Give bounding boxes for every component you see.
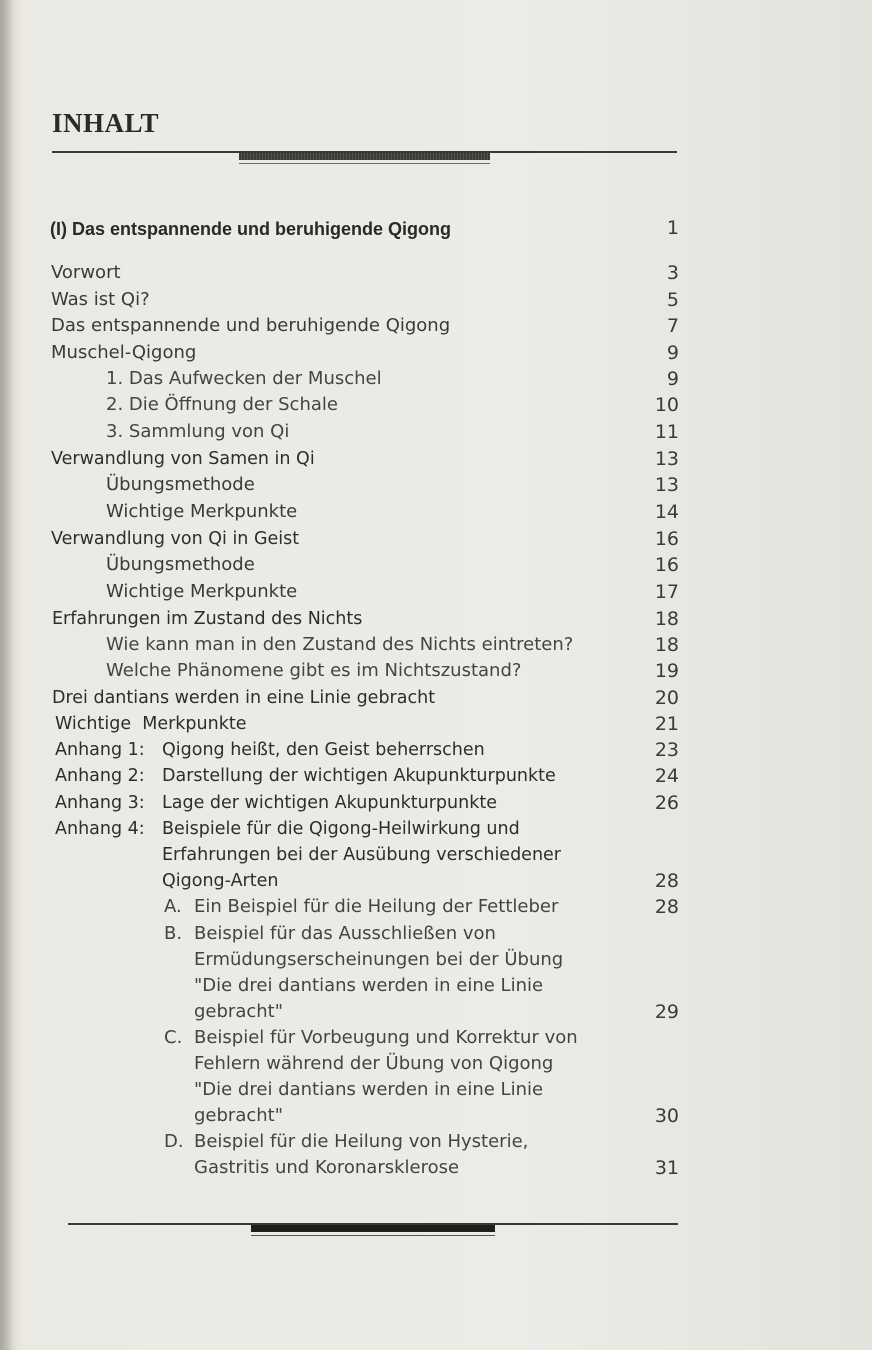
toc-subentry-page: 11 <box>654 421 679 443</box>
example-line: Ein Beispiel für die Heilung der Fettleber <box>194 896 559 917</box>
example-line: Beispiel für die Heilung von Hysterie, <box>194 1131 529 1152</box>
example-line: gebracht" <box>194 1001 283 1022</box>
anhang-label: Darstellung der wichtigen Akupunkturpunkte <box>162 766 556 786</box>
anhang-label-line: Erfahrungen bei der Ausübung verschiedener <box>162 845 562 865</box>
toc-entry-label: Vorwort <box>51 262 121 283</box>
example-page: 28 <box>654 896 679 918</box>
toc-entry-page: 9 <box>666 342 679 364</box>
anhang-label-line: Qigong-Arten <box>162 871 279 891</box>
anhang-page: 24 <box>654 765 679 787</box>
anhang-page: 28 <box>654 870 679 892</box>
toc-subentry-page: 13 <box>654 474 679 496</box>
toc-subentry-page: 14 <box>654 501 679 523</box>
anhang-label: Qigong heißt, den Geist beherrschen <box>162 740 485 760</box>
example-line: "Die drei dantians werden in eine Linie <box>194 1079 544 1100</box>
toc-entry-page: 18 <box>654 608 679 630</box>
example-letter: A. <box>164 896 182 917</box>
toc-entry-label: Was ist Qi? <box>51 289 150 310</box>
bottom-rule-thick <box>251 1225 495 1232</box>
anhang-prefix: Anhang 3: <box>55 793 145 813</box>
toc-section-label: (I) Das entspannende und beruhigende Qigong <box>50 219 452 239</box>
example-page: 30 <box>654 1105 679 1127</box>
toc-entry-page: 5 <box>666 289 679 311</box>
toc-subentry-label: 2. Die Öffnung der Schale <box>106 394 338 415</box>
toc-entry-label: Das entspannende und beruhigende Qigong <box>51 315 451 336</box>
toc-subentry-label: Wie kann man in den Zustand des Nichts eintreten? <box>106 634 574 655</box>
toc-entry-label: Verwandlung von Qi in Geist <box>51 529 300 549</box>
toc-subentry-label: Welche Phänomene gibt es im Nichtszustand? <box>106 660 522 681</box>
example-page: 31 <box>654 1157 679 1179</box>
toc-entry-page: 21 <box>654 713 679 735</box>
example-letter: B. <box>164 923 183 944</box>
toc-subentry-page: 17 <box>654 581 679 603</box>
toc-entry-page: 13 <box>654 448 679 470</box>
toc-entry-label: Erfahrungen im Zustand des Nichts <box>52 609 363 629</box>
toc-subentry-label: Übungsmethode <box>106 554 255 575</box>
toc-entry-page: 20 <box>654 687 679 709</box>
anhang-prefix: Anhang 1: <box>55 740 145 760</box>
toc-entry-page: 3 <box>666 262 679 284</box>
toc-subentry-label: Wichtige Merkpunkte <box>106 581 298 602</box>
toc-entry-label: Muschel-Qigong <box>51 342 197 363</box>
anhang-prefix: Anhang 4: <box>55 819 145 839</box>
toc-subentry-page: 10 <box>654 394 679 416</box>
toc-subentry-page: 18 <box>654 634 679 656</box>
example-line: "Die drei dantians werden in eine Linie <box>194 975 544 996</box>
anhang-prefix: Anhang 2: <box>55 766 145 786</box>
page-title: INHALT <box>52 108 160 138</box>
toc-entry-label: Wichtige Merkpunkte <box>55 714 247 734</box>
example-line: gebracht" <box>194 1105 283 1126</box>
example-line: Fehlern während der Übung von Qigong <box>194 1053 554 1074</box>
toc-subentry-label: 3. Sammlung von Qi <box>106 421 290 442</box>
toc-entry-label: Verwandlung von Samen in Qi <box>51 449 315 469</box>
toc-subentry-label: Wichtige Merkpunkte <box>106 501 298 522</box>
toc-subentry-page: 9 <box>666 368 679 390</box>
top-rule-under <box>239 163 490 164</box>
toc-entry-page: 16 <box>654 528 679 550</box>
anhang-label-line: Beispiele für die Qigong-Heilwirkung und <box>162 819 520 839</box>
example-line: Ermüdungserscheinungen bei der Übung <box>194 949 564 970</box>
top-rule-thick <box>239 153 490 160</box>
example-line: Gastritis und Koronarsklerose <box>194 1157 460 1178</box>
anhang-page: 26 <box>654 792 679 814</box>
example-letter: C. <box>164 1027 183 1048</box>
example-letter: D. <box>164 1131 184 1152</box>
toc-subentry-label: 1. Das Aufwecken der Muschel <box>106 368 382 389</box>
anhang-label: Lage der wichtigen Akupunkturpunkte <box>162 793 497 813</box>
spine-shadow <box>0 0 14 1350</box>
toc-section-page: 1 <box>666 217 679 239</box>
bottom-rule-under <box>251 1235 495 1236</box>
example-line: Beispiel für das Ausschließen von <box>194 923 496 944</box>
example-line: Beispiel für Vorbeugung und Korrektur von <box>194 1027 578 1048</box>
toc-subentry-page: 19 <box>654 660 679 682</box>
toc-entry-page: 7 <box>666 315 679 337</box>
toc-entry-label: Drei dantians werden in eine Linie gebracht <box>52 688 436 708</box>
toc-subentry-label: Übungsmethode <box>106 474 255 495</box>
anhang-page: 23 <box>654 739 679 761</box>
example-page: 29 <box>654 1001 679 1023</box>
toc-subentry-page: 16 <box>654 554 679 576</box>
